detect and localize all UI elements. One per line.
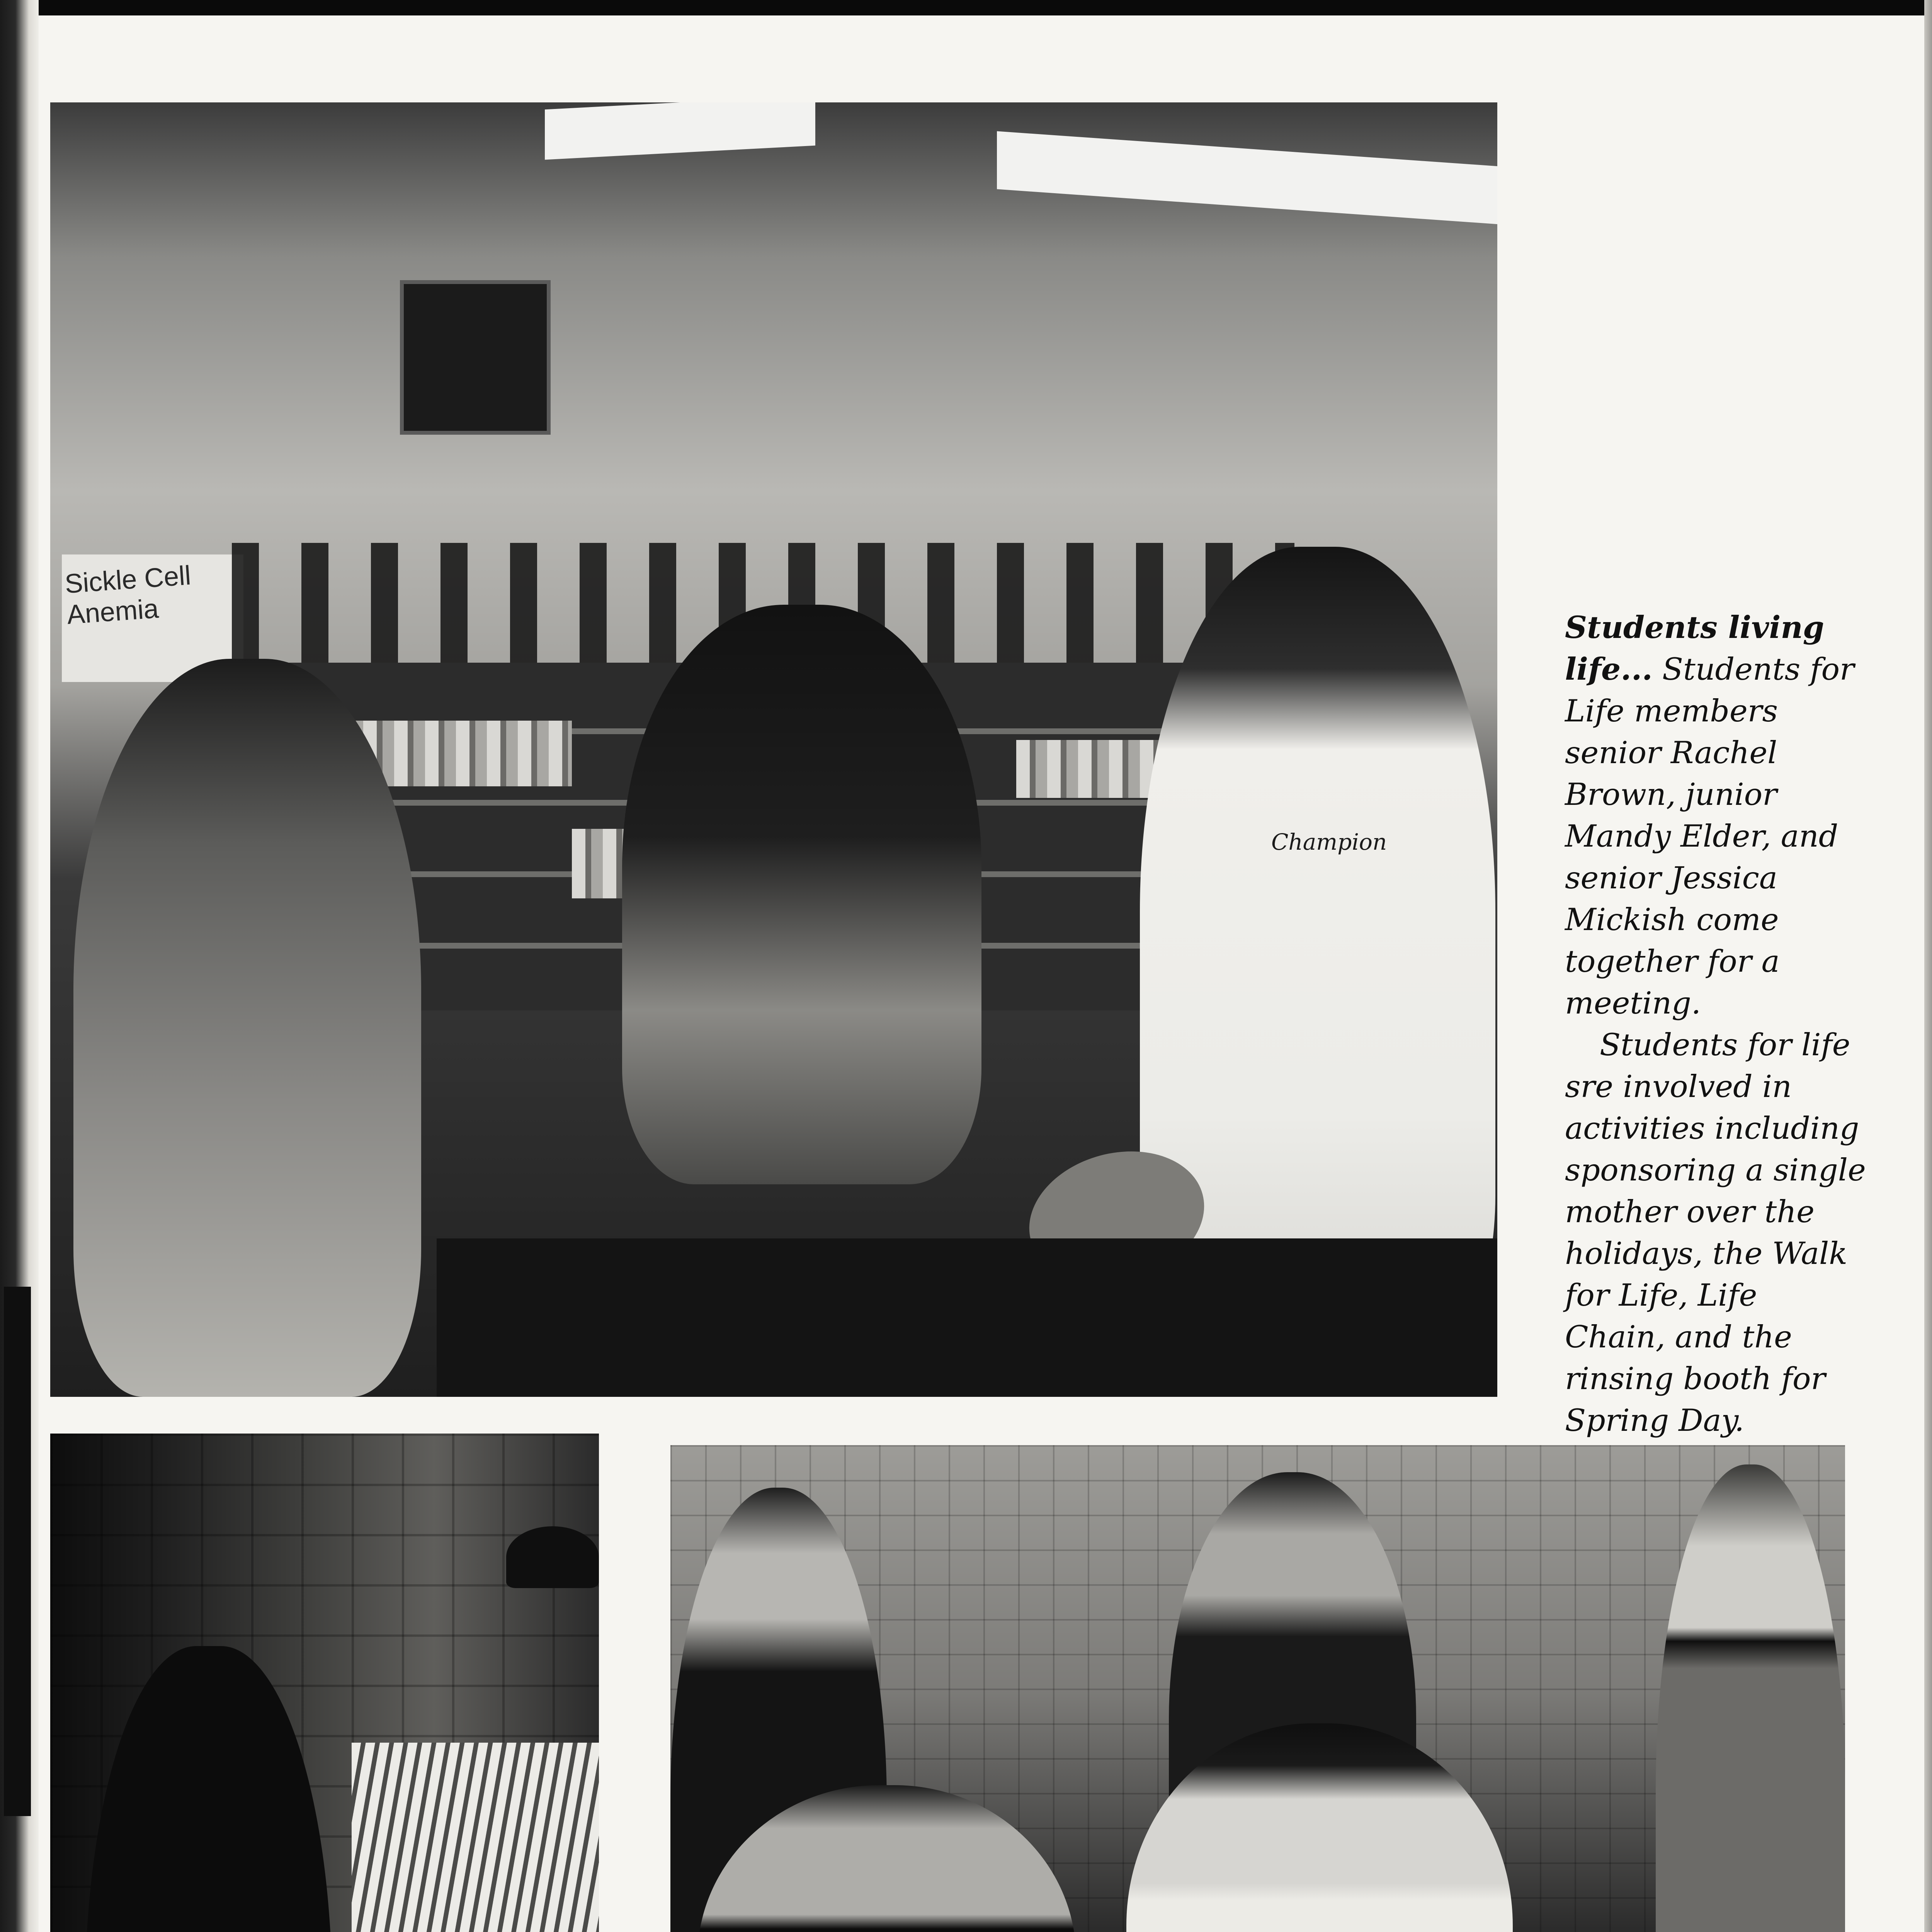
previous-page-edge xyxy=(0,0,39,1932)
caption-body: Students for Life members senior Rachel Brown, junior Mandy Elder, and senior Jessica Mickish come together for a meeting. xyxy=(1565,651,1854,1021)
yearbook-page xyxy=(39,15,1924,1932)
sweatshirt-logo: Champion xyxy=(1271,829,1387,855)
binding-shadow xyxy=(4,1287,31,1816)
striped-shirt xyxy=(352,1743,599,1932)
poster-text: Sickle Cell Anemia xyxy=(64,560,192,630)
litter-task-force-photo xyxy=(670,1445,1845,1932)
page-edge-shadow xyxy=(1924,0,1932,1932)
baseball-cap xyxy=(506,1526,599,1588)
ceiling-light xyxy=(997,131,1497,224)
students-for-life-photo xyxy=(50,102,1497,1397)
student-left xyxy=(73,659,421,1397)
caption-lead: Students living life... xyxy=(1565,609,1824,687)
students-for-life-caption xyxy=(1565,607,1866,1441)
student-middle xyxy=(622,605,981,1184)
wall-vent xyxy=(400,280,551,435)
ceiling-light xyxy=(545,102,815,160)
lab-desk xyxy=(437,1238,1497,1397)
caption-body-second: Students for life sre involved in activities including sponsoring a single mother over the holidays, the Walk for Life, Life Chain, and the rinsing booth for Spring Day. xyxy=(1565,1027,1866,1438)
vote-republican-photo xyxy=(50,1434,599,1932)
